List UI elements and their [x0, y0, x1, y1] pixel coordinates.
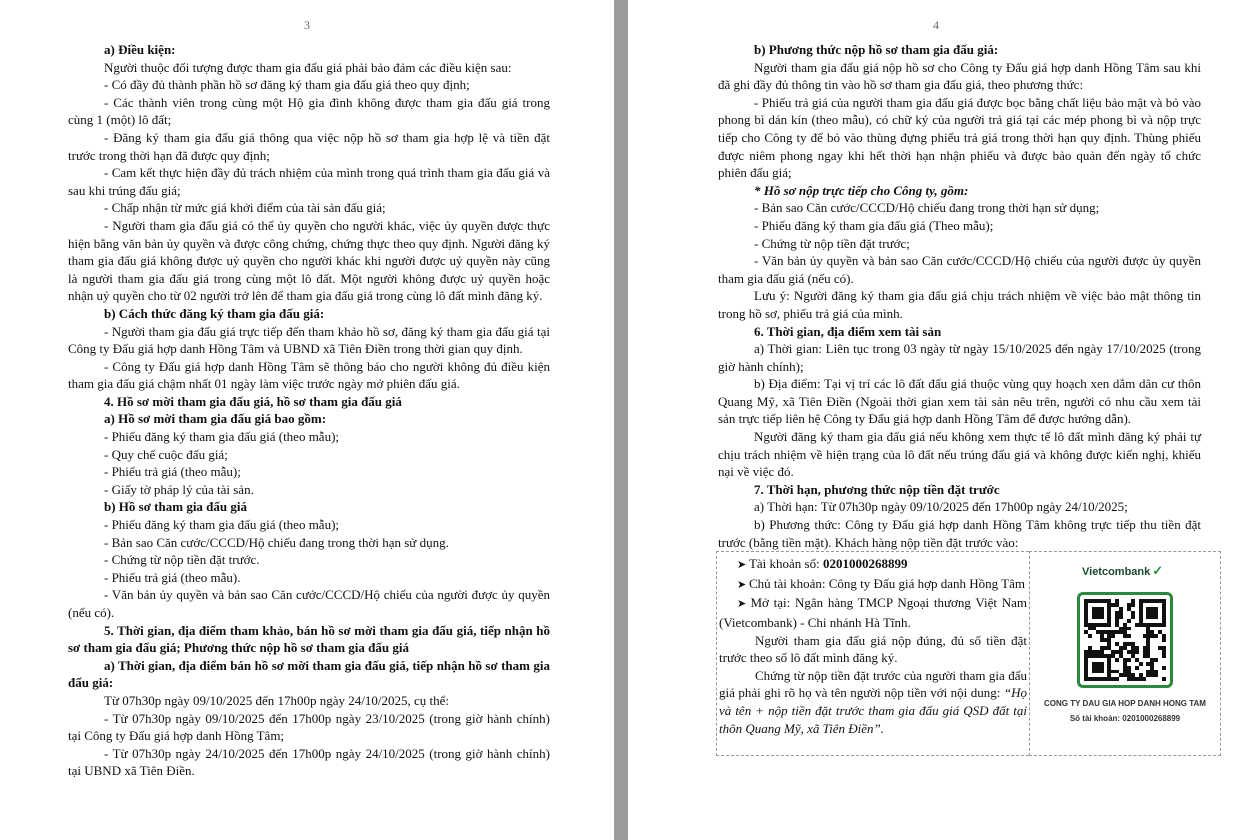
- vietcombank-logo: Vietcombank ✓: [1082, 563, 1164, 579]
- page-body: [68, 41, 550, 780]
- paragraph: - Quy chế cuộc đấu giá;: [104, 446, 228, 462]
- vietcombank-mark-icon: ✓: [1152, 563, 1164, 579]
- paragraph: - Giấy tờ pháp lý của tài sản.: [104, 481, 254, 497]
- paragraph: 4. Hồ sơ mời tham gia đấu giá, hồ sơ tham gia đấu giá: [104, 393, 402, 409]
- bank-info-box: [718, 551, 1206, 756]
- account-number-line: ➤ Tài khoản số: 0201000268899: [737, 556, 908, 572]
- qr-code-icon: [1084, 599, 1166, 681]
- paragraph: - Phiếu đăng ký tham gia đấu giá (theo mẫu);: [104, 517, 340, 533]
- account-holder-line: ➤ Chủ tài khoản: Công ty Đấu giá hợp danh Hồng Tâm: [737, 575, 1025, 591]
- page-number: 3: [304, 18, 310, 32]
- bank-details: [716, 551, 1029, 756]
- paragraph: a) Thời gian, địa điểm bán hồ sơ mời tham gia đấu giá, tiếp nhận hồ sơ tham gia đấu giá:: [68, 657, 550, 691]
- paragraph: b) Địa điểm: Tại vị trí các lô đất đấu giá thuộc vùng quy hoạch xen dắm dân cư thôn Quang Mỹ, xã Tiên Điền (Ngoài thời gian xem tài sản nêu trên, người có nhu cầu xem tài sản trực tiếp liên hệ Công ty Đấu giá hợp danh Hồng Tâm để được hướng dẫn).: [718, 376, 1201, 427]
- paragraph: Từ 07h30p ngày 09/10/2025 đến 17h00p ngày 24/10/2025, cụ thể:: [104, 692, 450, 708]
- qr-panel: [1029, 551, 1221, 756]
- paragraph: - Văn bản ủy quyền và bản sao Căn cước/CCCD/Hộ chiếu của người được ủy quyền (nếu có).: [68, 587, 550, 620]
- paragraph: a) Thời hạn: Từ 07h30p ngày 09/10/2025 đến 17h00p ngày 24/10/2025;: [754, 499, 1128, 515]
- paragraph: - Người tham gia đấu giá trực tiếp đến tham khảo hồ sơ, đăng ký tham gia đấu giá tại Công ty Đấu giá hợp danh Hồng Tâm và UBND xã Tiên Điền trong thời gian quy định.: [68, 323, 550, 357]
- paragraph: b) Phương thức: Công ty Đấu giá hợp danh Hồng Tâm không trực tiếp thu tiền đặt trước (bằng tiền mặt). Khách hàng nộp tiền đặt trước vào:: [718, 517, 1201, 550]
- paragraph: - Đăng ký tham gia đấu giá thông qua việc nộp hồ sơ tham gia hợp lệ và tiền đặt trước trong thời hạn đã được quy định;: [68, 129, 550, 163]
- paragraph: b) Cách thức đăng ký tham gia đấu giá:: [104, 305, 325, 321]
- paragraph: - Chứng từ nộp tiền đặt trước;: [754, 235, 910, 251]
- arrow-right-icon: ➤: [737, 559, 749, 572]
- paragraph: 7. Thời hạn, phương thức nộp tiền đặt trước: [754, 481, 1000, 497]
- paragraph: - Phiếu trả giá (theo mẫu);: [104, 464, 241, 480]
- paragraph: - Công ty Đấu giá hợp danh Hồng Tâm sẽ thông báo cho người không đủ điều kiện tham gia đấu giá chậm nhất 01 ngày làm việc trước ngày mở phiên đấu giá.: [68, 358, 550, 392]
- page-number: 4: [933, 18, 939, 32]
- paragraph: - Bản sao Căn cước/CCCD/Hộ chiếu đang trong thời hạn sử dụng;: [754, 200, 1100, 216]
- paragraph: - Phiếu đăng ký tham gia đấu giá (theo mẫu);: [104, 429, 340, 445]
- paragraph: - Văn bản ủy quyền và bản sao Căn cước/CCCD/Hộ chiếu của người được ủy quyền tham gia đấu giá (nếu có).: [718, 253, 1201, 286]
- paragraph: 6. Thời gian, địa điểm xem tài sản: [754, 323, 942, 339]
- paragraph: - Phiếu trả giá của người tham gia đấu giá được bọc bằng chất liệu bảo mật và bỏ vào phong bì dán kín (theo mẫu), có chữ ký của người trả giá tại các mép phong bì và nộp trực tiếp cho Công ty để bỏ vào thùng đựng phiếu trả giá trong thời hạn quy định. Thùng phiếu được niêm phong ngay khi hết thời hạn nhận phiếu và được bảo quản đến ngày tổ chức phiên đấu giá;: [718, 94, 1201, 181]
- paragraph: Lưu ý: Người đăng ký tham gia đấu giá chịu trách nhiệm về việc bảo mật thông tin trong hồ sơ, phiếu trả giá của mình.: [718, 288, 1201, 321]
- payment-content-note: Chứng từ nộp tiền đặt trước của người tham gia đấu giá phải ghi rõ họ và tên người nộp tiền với nội dung: “Họ và tên + nộp tiền đặt trước tham gia đấu giá QSD đất tại thôn Quang Mỹ, xã Tiên Điền”.: [719, 667, 1027, 736]
- paragraph: b) Phương thức nộp hồ sơ tham gia đấu giá:: [754, 42, 999, 57]
- qr-code: [1077, 592, 1173, 688]
- page-body: [718, 41, 1206, 756]
- deposit-note: Người tham gia đấu giá nộp đúng, đủ số tiền đặt trước theo số lô đất mình đăng ký.: [719, 632, 1027, 666]
- bank-branch-line: ➤ Mở tại: Ngân hàng TMCP Ngoại thương Việt Nam (Vietcombank) - Chi nhánh Hà Tĩnh.: [719, 595, 1028, 630]
- paragraph: - Có đầy đủ thành phần hồ sơ đăng ký tham gia đấu giá theo quy định;: [104, 77, 470, 93]
- paragraph: Người tham gia đấu giá nộp hồ sơ cho Công ty Đấu giá hợp danh Hồng Tâm sau khi đã ghi đầy đủ thông tin vào hồ sơ tham gia đấu giá, theo phương thức:: [718, 59, 1201, 93]
- paragraph: - Người tham gia đấu giá có thể ủy quyền cho người khác, việc ủy quyền được thực hiện bằng văn bản ủy quyền và được công chứng, chứng thực theo quy định. Người đăng ký tham gia đấu giá không được uỷ quyền cho người khác khi người được uỷ quyền này cũng là người tham gia đấu giá trong cùng một lô đất. Một người không được uỷ quyền hoặc nhận uỷ quyền cho từ 02 người trở lên để tham gia đấu giá trong cùng lô đất mình đăng ký.: [68, 217, 550, 304]
- paragraph: b) Hồ sơ tham gia đấu giá: [104, 499, 247, 515]
- paragraph-list: [718, 41, 1201, 551]
- paragraph: - Phiếu đăng ký tham gia đấu giá (Theo mẫu);: [754, 217, 994, 233]
- paragraph: 5. Thời gian, địa điểm tham khảo, bán hồ sơ mời tham gia đấu giá, tiếp nhận hồ sơ tham gia đấu giá; Phương thức nộp hồ sơ tham gia đấu giá: [68, 622, 550, 656]
- paragraph: - Chấp nhận từ mức giá khởi điểm của tài sản đấu giá;: [104, 200, 386, 216]
- paragraph: a) Hồ sơ mời tham gia đấu giá bao gồm:: [104, 411, 327, 427]
- paragraph: - Bản sao Căn cước/CCCD/Hộ chiếu đang trong thời hạn sử dụng.: [104, 534, 449, 550]
- paragraph: - Từ 07h30p ngày 09/10/2025 đến 17h00p ngày 23/10/2025 (trong giờ hành chính) tại Công ty Đấu giá hợp danh Hồng Tâm;: [68, 710, 550, 744]
- qr-account-number: Số tài khoản: 0201000268899: [1069, 714, 1181, 724]
- paragraph: Người đăng ký tham gia đấu giá nếu không xem thực tế lô đất mình đăng ký phải tự chịu trách nhiệm về hiện trạng của lô đất nếu trúng đấu giá và không được kiến nghị, khiếu nại về việc đó.: [718, 429, 1201, 480]
- paragraph: - Cam kết thực hiện đầy đủ trách nhiệm của mình trong quá trình tham gia đấu giá và sau khi trúng đấu giá;: [68, 165, 550, 198]
- paragraph: - Phiếu trả giá (theo mẫu).: [104, 569, 241, 585]
- paragraph: * Hồ sơ nộp trực tiếp cho Công ty, gồm:: [754, 182, 969, 198]
- qr-company-name: CONG TY DAU GIA HOP DANH HONG TAM: [1044, 699, 1206, 709]
- paragraph: - Từ 07h30p ngày 24/10/2025 đến 17h00p ngày 24/10/2025 (trong giờ hành chính) tại UBND xã Tiên Điền.: [68, 745, 550, 779]
- paragraph: Người thuộc đối tượng được tham gia đấu giá phải bảo đảm các điều kiện sau:: [104, 59, 512, 75]
- paragraph: a) Thời gian: Liên tục trong 03 ngày từ ngày 15/10/2025 đến ngày 17/10/2025 (trong giờ hành chính);: [718, 341, 1201, 374]
- arrow-right-icon: ➤: [737, 598, 751, 611]
- document-page-3: [0, 0, 614, 840]
- paragraph: - Chứng từ nộp tiền đặt trước.: [104, 552, 260, 568]
- account-number: 0201000268899: [822, 556, 908, 572]
- document-page-4: [628, 0, 1244, 840]
- paragraph: a) Điều kiện:: [104, 42, 176, 57]
- arrow-right-icon: ➤: [737, 578, 749, 591]
- paragraph: - Các thành viên trong cùng một Hộ gia đình không được tham gia đấu giá trong cùng 1 (một) lô đất;: [68, 94, 550, 128]
